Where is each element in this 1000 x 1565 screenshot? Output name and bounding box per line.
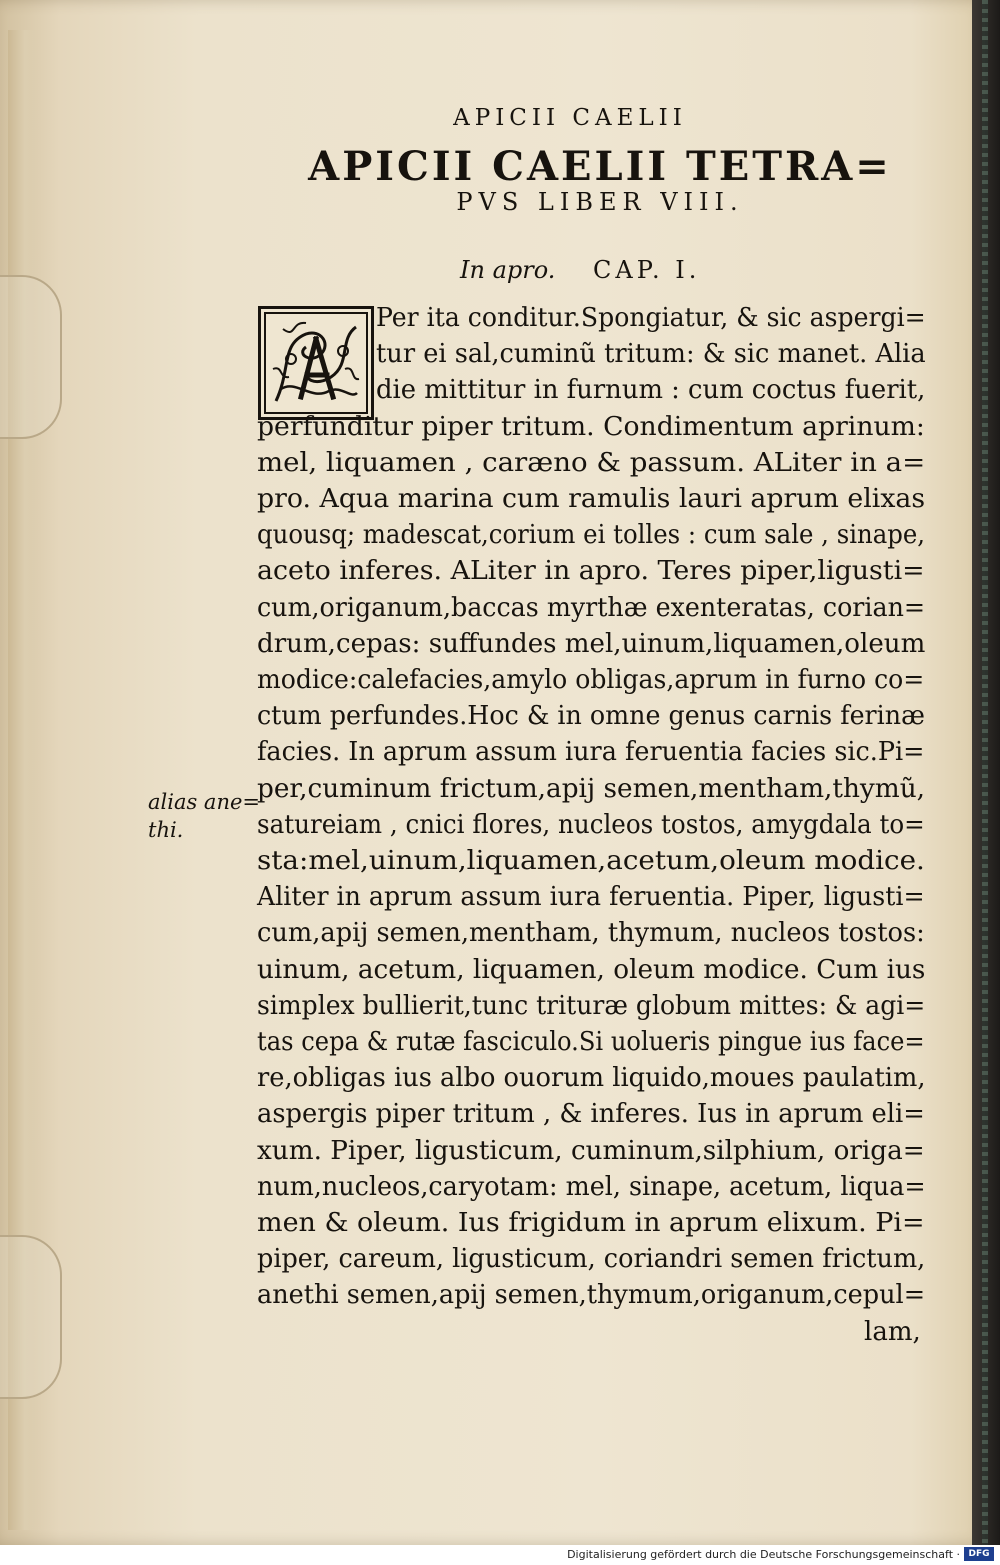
text-line: quousq; madescat,corium ei tolles : cum sale , sinape, [257, 520, 926, 551]
text-line: ctum perfundes.Hoc & in omne genus carnis ferinæ [257, 701, 925, 732]
footer-credit: Digitalisierung gefördert durch die Deutsche Forschungsgemeinschaft · [567, 1548, 960, 1561]
text-line: simplex bullierit,tunc trituræ globum mittes: & agi= [257, 990, 926, 1021]
decorated-initial-a [258, 306, 374, 420]
title-line-1: APICII CAELII TETRA= [308, 143, 892, 190]
text-line: Per ita conditur.Spongiatur, & sic aspergi= [376, 303, 926, 333]
text-line: perfunditur piper tritum. Condimentum aprinum: [257, 411, 925, 442]
decorated-initial-a-ornament [261, 309, 371, 417]
text-line: num,nucleos,caryotam: mel, sinape, acetum, liqua= [257, 1171, 926, 1202]
text-line: facies. In aprum assum iura feruentia facies sic.Pi= [257, 737, 925, 768]
text-line: satureiam , cnici flores, nucleos tostos, amygdala to= [257, 809, 925, 840]
text-line: pro. Aqua marina cum ramulis lauri aprum elixas [257, 484, 926, 514]
title-line-2: PVS LIBER VIII. [456, 188, 744, 216]
text-line: piper, careum, ligusticum, coriandri semen frictum, [257, 1244, 926, 1275]
text-line: aspergis piper tritum , & inferes. Ius in aprum eli= [257, 1099, 925, 1130]
text-line: die mittitur in furnum : cum coctus fuerit, [376, 375, 926, 406]
text-line: tur ei sal,cuminũ tritum: & sic manet. Alia [376, 339, 926, 370]
text-line: re,obligas ius albo ouorum liquido,moues paulatim, [257, 1063, 926, 1094]
text-line: cum,origanum,baccas myrthæ exenteratas, corian= [257, 592, 926, 623]
marginal-note-line-1: alias ane= [148, 790, 260, 814]
text-line: tas cepa & rutæ fasciculo.Si uolueris pingue ius face= [257, 1027, 925, 1057]
chapter-heading [460, 256, 820, 284]
text-line: sta:mel,uinum,liquamen,acetum,oleum modice. [257, 846, 925, 876]
running-head: APICII CAELII [453, 105, 687, 131]
text-line: mel, liquamen , caræno & passum. ALiter in a= [257, 447, 926, 478]
text-line: uinum, acetum, liquamen, oleum modice. Cum ius [257, 954, 926, 985]
text-line: lam, [864, 1316, 921, 1347]
page-clip-top [0, 275, 62, 439]
text-line: xum. Piper, ligusticum, cuminum,silphium, origa= [257, 1135, 925, 1166]
scan-background-strip [972, 0, 1000, 1545]
text-line: Aliter in aprum assum iura feruentia. Piper, ligusti= [257, 882, 925, 913]
text-line: men & oleum. Ius frigidum in aprum elixum. Pi= [257, 1208, 925, 1238]
chapter-number: CAP. I. [593, 256, 701, 284]
dfg-logo: DFG [964, 1547, 994, 1561]
text-line: anethi semen,apij semen,thymum,origanum,cepul= [257, 1280, 926, 1311]
marginal-note-line-2: thi. [148, 818, 184, 842]
text-line: aceto inferes. ALiter in apro. Teres piper,ligusti= [257, 556, 925, 587]
text-line: drum,cepas: suffundes mel,uinum,liquamen,oleum [257, 628, 926, 659]
text-line: cum,apij semen,mentham, thymum, nucleos tostos: [257, 918, 925, 949]
page-clip-bottom [0, 1235, 62, 1399]
chapter-lemma: In apro. [460, 256, 556, 284]
text-line: modice:calefacies,amylo obligas,aprum in furno co= [257, 665, 925, 695]
text-line: per,cuminum frictum,apij semen,mentham,thymũ, [257, 773, 926, 804]
